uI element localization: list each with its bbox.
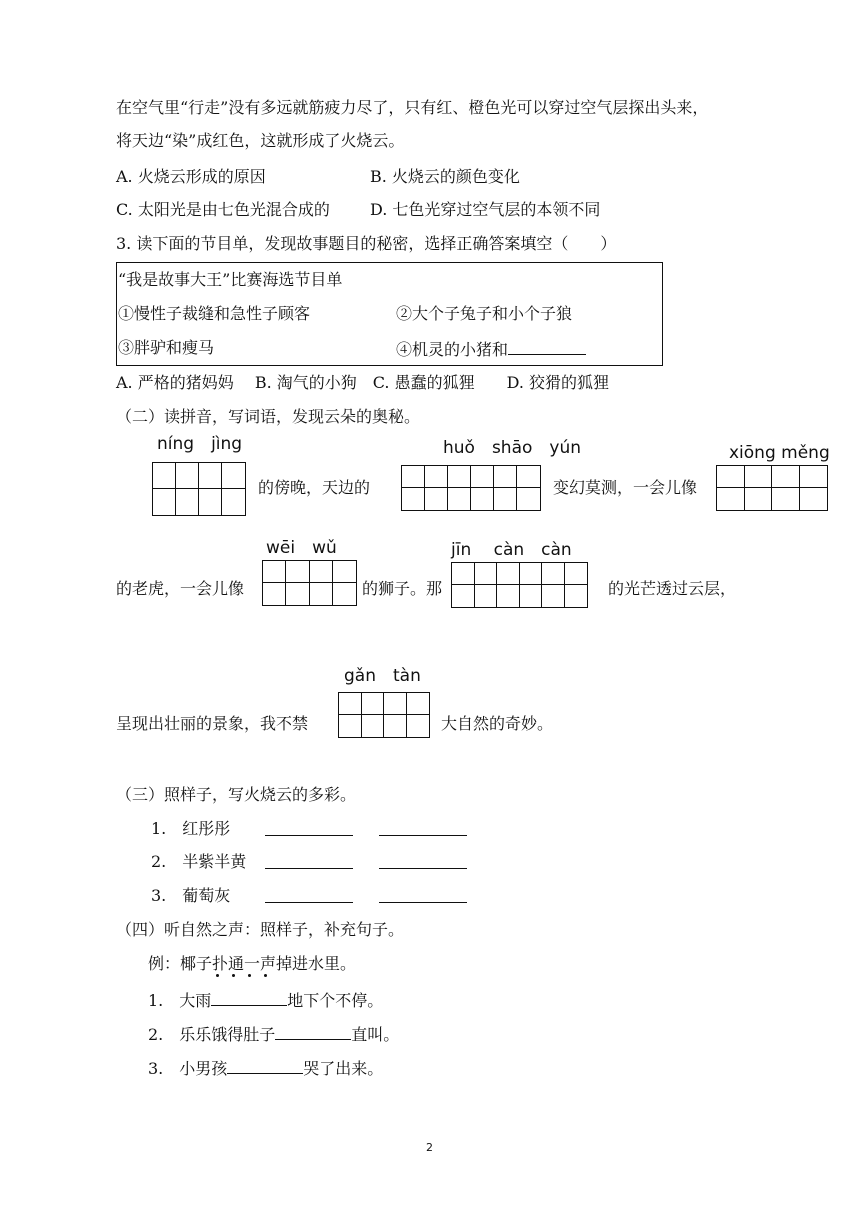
pinyin-jin-can-can: jīn càn càn: [451, 540, 572, 560]
sec4-item-1: 1. 大雨 地下个不停。: [148, 991, 384, 1010]
passage-line-2: 将天边“染”成红色，这就形成了火烧云。: [116, 131, 405, 150]
sec4-example: 例：椰子扑通一声掉进水里。: [148, 954, 357, 973]
page-number: 2: [426, 1141, 433, 1154]
section-4-title: （四）听自然之声：照样子，补充句子。: [116, 920, 405, 939]
program-item-1: ①慢性子裁缝和急性子顾客: [118, 304, 311, 323]
sec3-item-2-blank-2[interactable]: [379, 852, 467, 869]
sentence-part-7: 大自然的奇妙。: [441, 714, 554, 733]
sec3-item-2-blank-1[interactable]: [265, 852, 353, 869]
program-item-4: ④机灵的小猪和: [396, 338, 586, 360]
sec4-item-3-blank[interactable]: [227, 1057, 303, 1074]
sentence-part-2: 变幻莫测，一会儿像: [553, 478, 698, 497]
sentence-part-1: 的傍晚，天边的: [258, 478, 371, 497]
passage-line-1: 在空气里“行走”没有多远就筋疲力尽了，只有红、橙色光可以穿过空气层探出头来，: [116, 98, 709, 117]
answer-grid-wei-wu[interactable]: [262, 560, 357, 606]
program-item-3: ③胖驴和瘦马: [118, 338, 215, 357]
emphasis-dot: [248, 974, 251, 977]
sentence-part-4: 的狮子。那: [362, 579, 443, 598]
pinyin-xiong-meng: xiōng měng: [729, 443, 830, 463]
pinyin-gan-tan: gǎn tàn: [344, 666, 421, 686]
answer-grid-jin-can-can[interactable]: [451, 562, 588, 608]
sec3-item-1-blank-1[interactable]: [265, 819, 353, 836]
program-item-4-blank[interactable]: [508, 338, 586, 355]
answer-grid-xiong-meng[interactable]: [716, 465, 828, 511]
program-list-title: “我是故事大王”比赛海选节目单: [118, 270, 343, 289]
q2-option-c: C. 太阳光是由七色光混合成的: [116, 200, 330, 219]
pinyin-wei-wu: wēi wǔ: [266, 538, 337, 558]
section-3-title: （三）照样子，写火烧云的多彩。: [116, 785, 357, 804]
answer-grid-gan-tan[interactable]: [338, 692, 430, 738]
q3-stem: 3. 读下面的节目单，发现故事题目的秘密，选择正确答案填空（ ）: [116, 234, 617, 253]
q2-option-a: A. 火烧云形成的原因: [116, 167, 266, 186]
pinyin-ning-jing: níng jìng: [157, 434, 243, 454]
q2-option-b: B. 火烧云的颜色变化: [370, 167, 520, 186]
q2-option-d: D. 七色光穿过空气层的本领不同: [370, 200, 601, 219]
q3-options: A. 严格的猪妈妈 B. 淘气的小狗 C. 愚蠢的狐狸 D. 狡猾的狐狸: [116, 373, 610, 392]
sec3-item-3: 3. 葡萄灰: [151, 886, 231, 905]
answer-grid-ning-jing[interactable]: [152, 462, 246, 516]
sentence-part-3: 的老虎，一会儿像: [116, 579, 245, 598]
sec3-item-2: 2. 半紫半黄: [151, 852, 247, 871]
emphasis-dot: [216, 974, 219, 977]
sec3-item-1: 1. 红彤彤: [151, 819, 231, 838]
sec3-item-1-blank-2[interactable]: [379, 819, 467, 836]
sec4-item-2: 2. 乐乐饿得肚子 直叫。: [148, 1025, 400, 1044]
emphasis-dot: [264, 974, 267, 977]
sentence-part-5: 的光芒透过云层，: [608, 579, 737, 598]
sec4-item-2-blank[interactable]: [275, 1023, 351, 1040]
sec3-item-3-blank-1[interactable]: [265, 886, 353, 903]
emphasis-dot: [232, 974, 235, 977]
section-2-title: （二）读拼音，写词语，发现云朵的奥秘。: [116, 407, 421, 426]
sec3-item-3-blank-2[interactable]: [379, 886, 467, 903]
pinyin-huo-shao-yun: huǒ shāo yún: [443, 438, 582, 458]
sec4-item-3: 3. 小男孩 哭了出来。: [148, 1059, 384, 1078]
program-item-2: ②大个子兔子和小个子狼: [396, 304, 573, 323]
answer-grid-huo-shao-yun[interactable]: [401, 465, 541, 511]
sentence-part-6: 呈现出壮丽的景象，我不禁: [116, 714, 309, 733]
sec4-item-1-blank[interactable]: [211, 989, 287, 1006]
